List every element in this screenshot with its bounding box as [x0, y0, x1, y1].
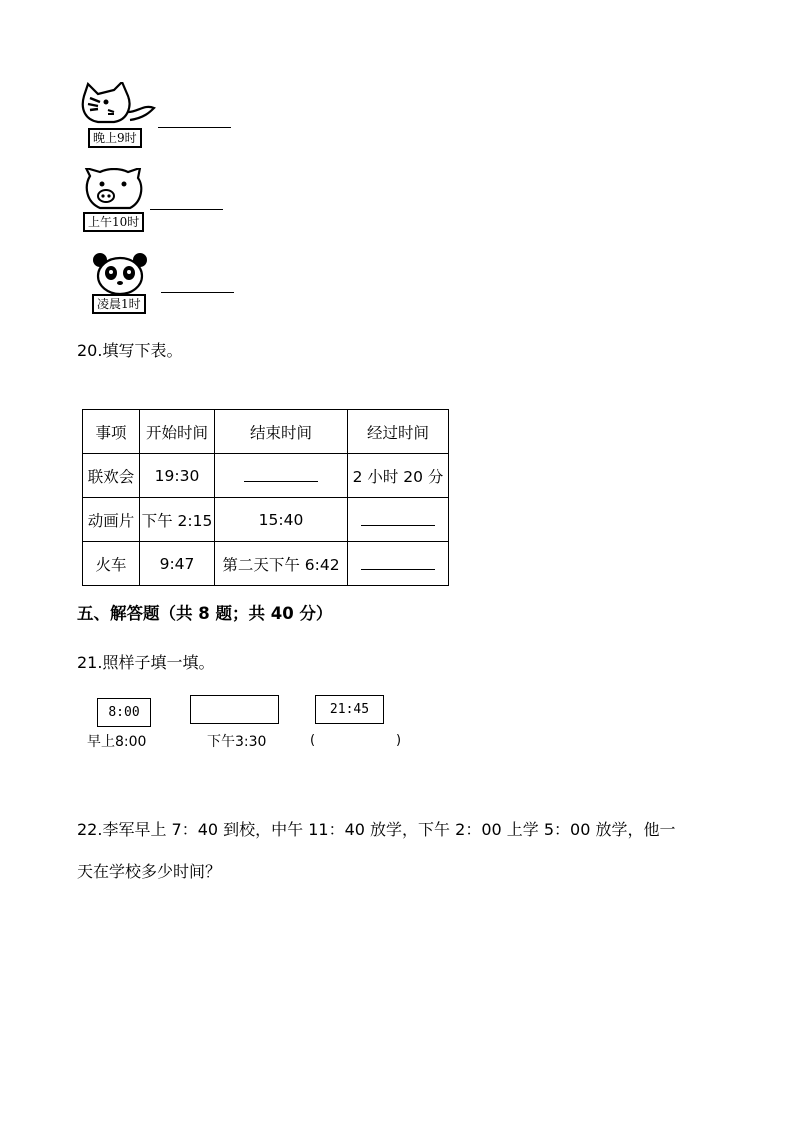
pig-time-tag: 上午10时 [83, 212, 144, 232]
table-row [83, 454, 449, 498]
table-cell-answer[interactable] [348, 498, 449, 542]
table-row [83, 542, 449, 586]
table-header-cell: 结束时间 [215, 410, 348, 454]
time-label-1: 早上8:00 [87, 734, 147, 750]
clock-display-3: 21:45 [315, 695, 384, 724]
table-cell: 15:40 [215, 498, 348, 542]
question-22-line-2: 天在学校多少时间？ [77, 862, 222, 881]
answer-blank-panda[interactable] [161, 292, 234, 293]
cat-time-tag: 晚上9时 [88, 128, 142, 148]
pig-figure [80, 168, 160, 234]
table-row [83, 498, 449, 542]
panda-icon [92, 252, 148, 296]
table-cell: 联欢会 [83, 454, 140, 498]
question-22-line-1: 22.李军早上 7：40 到校，中午 11：40 放学，下午 2：00 上学 5：00 放学，他一 [77, 820, 676, 839]
panda-figure [92, 252, 162, 318]
answer-blank[interactable] [244, 471, 318, 482]
clock-display-1: 8:00 [97, 698, 151, 727]
table-cell: 19:30 [140, 454, 215, 498]
table-header-row [83, 410, 449, 454]
table-cell: 动画片 [83, 498, 140, 542]
table-header-cell: 事项 [83, 410, 140, 454]
question-21-title: 21.照样子填一填。 [77, 653, 215, 672]
table-cell: 第二天下午 6:42 [215, 542, 348, 586]
table-cell: 下午 2:15 [140, 498, 215, 542]
pig-icon [80, 168, 150, 214]
answer-blank[interactable] [361, 515, 435, 526]
paren-close: ) [396, 733, 402, 748]
cat-icon [78, 82, 158, 132]
time-label-2: 下午3:30 [207, 734, 267, 750]
table-cell: 火车 [83, 542, 140, 586]
table-cell-answer[interactable] [348, 542, 449, 586]
panda-time-tag: 凌晨1时 [92, 294, 146, 314]
answer-blank-cat[interactable] [158, 127, 231, 128]
paren-open: ( [310, 733, 316, 748]
time-table [82, 409, 449, 586]
table-cell: 2 小时 20 分 [348, 454, 449, 498]
table-cell: 9:47 [140, 542, 215, 586]
section-5-heading: 五、解答题（共 8 题；共 40 分） [77, 604, 333, 623]
cat-figure [78, 82, 158, 150]
answer-blank-pig[interactable] [150, 209, 223, 210]
answer-blank-q21[interactable] [318, 734, 394, 750]
table-header-cell: 开始时间 [140, 410, 215, 454]
table-header-cell: 经过时间 [348, 410, 449, 454]
clock-display-answer[interactable] [190, 695, 279, 724]
answer-blank[interactable] [361, 559, 435, 570]
question-20-title: 20.填写下表。 [77, 341, 183, 360]
table-cell-answer[interactable] [215, 454, 348, 498]
